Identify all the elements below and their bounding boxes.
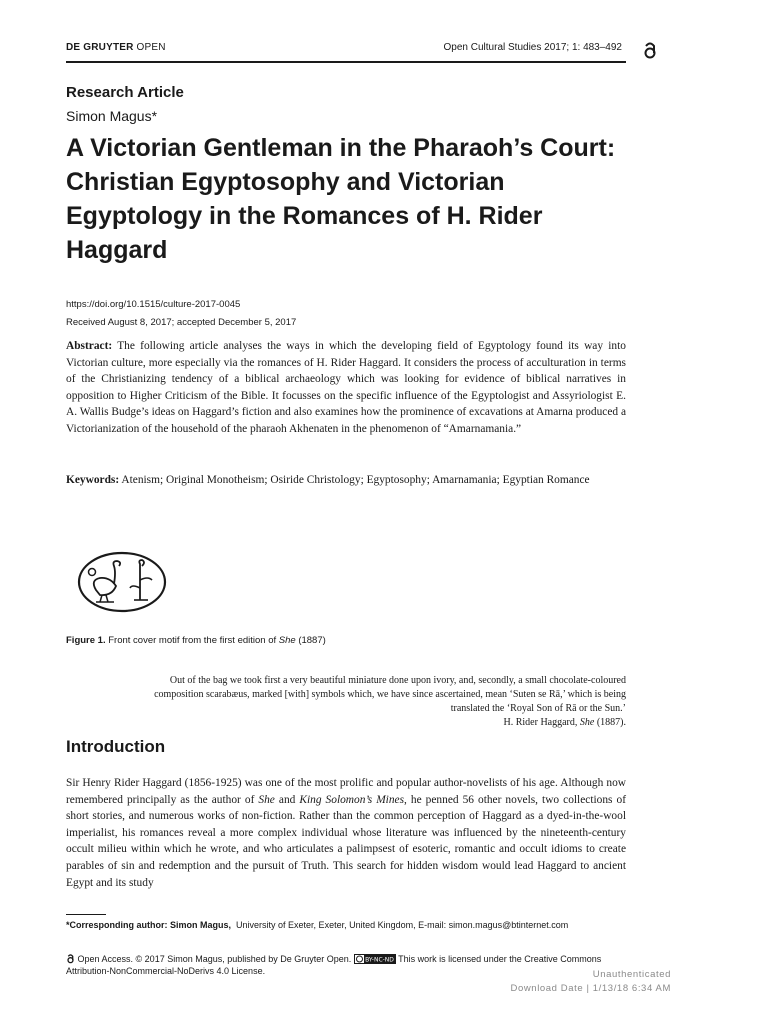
publisher-name — [66, 42, 166, 53]
footnote-label: *Corresponding author: Simon Magus, — [66, 920, 232, 930]
received-dates: Received August 8, 2017; accepted December 5, 2017 — [66, 317, 297, 328]
license-text: This work is licensed under the Creative Commons Attribution-NonCommercial-NoDerivs 4.0 License. — [66, 954, 602, 976]
keywords — [66, 472, 626, 489]
attribution-title: She — [579, 717, 595, 728]
epigraph-attribution — [100, 716, 626, 730]
epigraph-line: Out of the bag we took first a very beautiful miniature done upon ivory, and, secondly, a small chocolate-coloured — [169, 675, 626, 686]
footnote-text: University of Exeter, Exeter, United Kingdom, E-mail: simon.magus@btinternet.com — [236, 920, 569, 930]
caption-year: (1887) — [298, 635, 326, 646]
header-rule — [66, 61, 626, 63]
keywords-text: Atenism; Original Monotheism; Osiride Christology; Egyptosophy; Amarnamania; Egyptian Romance — [121, 474, 590, 486]
figure-caption — [66, 635, 326, 646]
cc-badge-text: BY-NC-ND — [364, 956, 394, 964]
epigraph — [100, 674, 626, 730]
intro-text: Sir Henry Rider Haggard (1856-1925) was one of the most prolific and popular author-novelists of his age. Although now remembered principally as the author of — [66, 777, 626, 806]
open-access-icon — [66, 953, 75, 964]
attribution-author: H. Rider Haggard, — [503, 717, 578, 728]
cc-license-badge-icon[interactable] — [354, 954, 396, 964]
keywords-label: Keywords: — [66, 474, 120, 486]
caption-text: Front cover motif from the first edition of — [108, 635, 277, 646]
open-access-icon — [642, 40, 658, 60]
license-statement — [66, 953, 626, 977]
attribution-year: (1887). — [596, 717, 626, 728]
intro-italic: She — [258, 793, 275, 806]
article-title: A Victorian Gentleman in the Pharaoh’s Court: Christian Egyptosophy and Victorian Egyptology in the Romances of H. Rider Haggard — [66, 134, 616, 264]
intro-text: , he penned 56 other novels, two collections of short stories, and numerous works of non-fiction. Rather than the common perception of Haggard as a dyed-in-the-wool imperialist, his romances reveal a more complex individual whose literature was influenced by the nineteenth-century occult milieu within which he wrote, and who articulates a palimpsest of esoteric, romantic and occult idioms to create parables of sin and redemption and the pursuit of Truth. This search for hidden wisdom would lead Haggard to ancient Egypt and its study — [66, 793, 626, 889]
unauthenticated-watermark: Unauthenticated — [592, 969, 671, 980]
publisher-bold: DE GRUYTER — [66, 42, 134, 53]
figure-label: Figure 1. — [66, 635, 106, 646]
intro-italic: King Solomon’s Mines — [299, 793, 405, 806]
scarab-motif-figure — [76, 550, 168, 614]
license-text: Open Access. © 2017 Simon Magus, published by De Gruyter Open. — [77, 954, 352, 964]
introduction-paragraph — [66, 775, 626, 891]
doi-link[interactable]: https://doi.org/10.1515/culture-2017-0045 — [66, 299, 241, 310]
article-type: Research Article — [66, 84, 184, 101]
author-name: Simon Magus* — [66, 108, 158, 124]
intro-text: and — [278, 793, 296, 806]
corresponding-author-footnote — [66, 920, 568, 930]
footnote-rule — [66, 914, 106, 915]
epigraph-line: composition scarabæus, marked [with] symbols which, we have since ascertained, mean ‘Suten se Rā,’ which is being — [154, 689, 626, 700]
section-heading-introduction: Introduction — [66, 737, 166, 756]
abstract-text: The following article analyses the ways in which the developing field of Egyptology found its way into Victorian culture, more especially via the romances of H. Rider Haggard. It considers the process of acculturation in terms of the Christianizing tendency of a biblical archaeology which was looking for evidence of biblical narratives in opposition to Higher Criticism of the Bible. It focusses on the specific influence of the Egyptologist and Assyriologist E. A. Wallis Budge’s ideas on Haggard’s fiction and also examines how the prominence of excavations at Amarna produced a Victorianization of the household of the pharaoh Akhenaten in the phenomenon of “Amarnamania.” — [66, 340, 626, 435]
caption-italic: She — [278, 635, 296, 646]
epigraph-line: translated the ‘Royal Son of Rā or the Sun.’ — [450, 703, 626, 714]
abstract — [66, 338, 626, 438]
journal-citation: Open Cultural Studies 2017; 1: 483–492 — [443, 42, 622, 53]
publisher-rest: OPEN — [136, 42, 166, 53]
download-date-watermark: Download Date | 1/13/18 6:34 AM — [510, 983, 671, 994]
abstract-label: Abstract: — [66, 340, 113, 352]
